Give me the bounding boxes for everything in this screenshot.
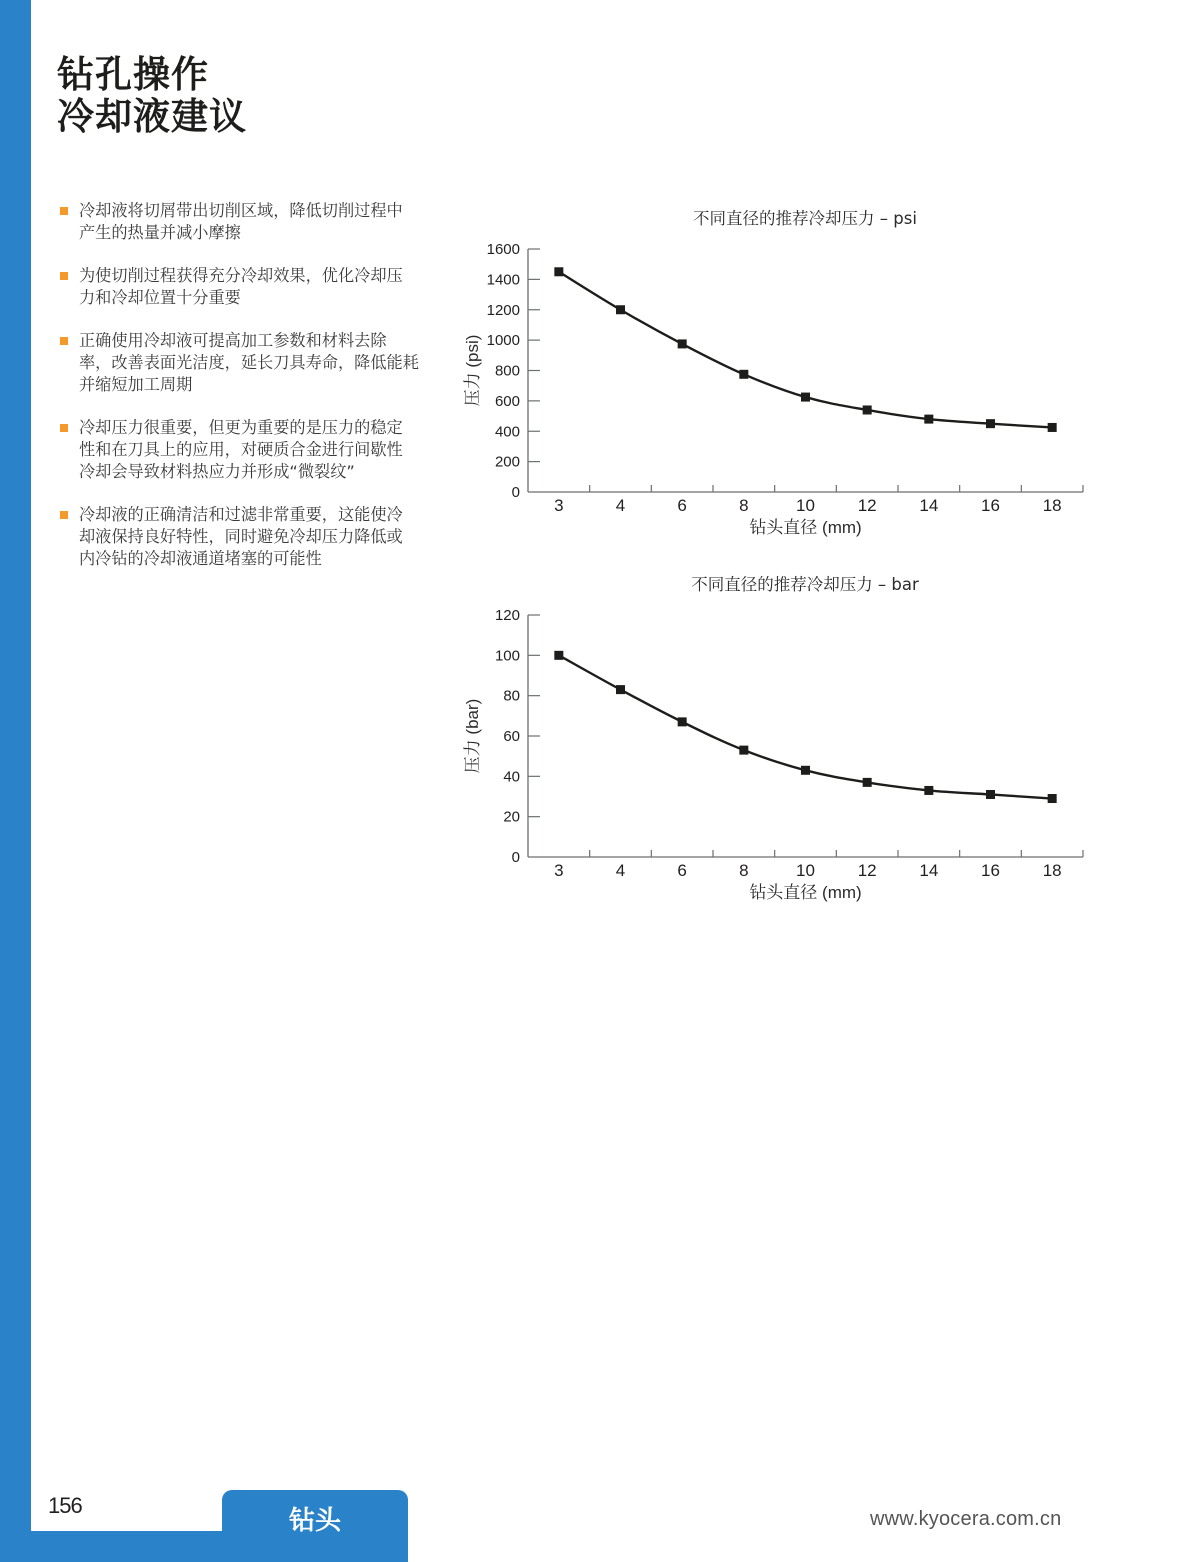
bullet-text-line: 冷却液的正确清洁和过滤非常重要，这能使冷 [79, 505, 403, 524]
bullet-text-line: 产生的热量并减小摩擦 [79, 223, 241, 242]
y-tick-label: 600 [494, 392, 520, 410]
x-tick-label: 3 [554, 496, 564, 515]
section-label: 钻头 [288, 1506, 341, 1536]
y-tick-label: 1400 [486, 271, 520, 289]
series-line [559, 655, 1052, 798]
page-title-line-2: 冷却液建议 [57, 95, 247, 138]
data-point-marker [801, 393, 810, 402]
y-tick-label: 1200 [486, 301, 520, 319]
chart-psi-plot [450, 230, 1130, 550]
data-point-marker [739, 746, 748, 755]
x-tick-label: 18 [1042, 496, 1062, 515]
data-point-marker [678, 717, 687, 726]
website-link[interactable]: www.kyocera.com.cn [870, 1508, 1062, 1530]
y-tick-label: 80 [503, 687, 520, 705]
bullet-text-line: 正确使用冷却液可提高加工参数和材料去除 [79, 331, 387, 350]
bullet-item [58, 504, 438, 570]
chart-psi-title: 不同直径的推荐冷却压力 – psi [693, 209, 917, 228]
x-tick-label: 14 [919, 496, 939, 515]
x-tick-label: 6 [677, 861, 687, 880]
x-tick-label: 14 [919, 861, 939, 880]
y-tick-label: 40 [503, 768, 520, 786]
x-tick-label: 10 [796, 861, 815, 880]
x-tick-label: 12 [857, 861, 877, 880]
data-point-marker [986, 419, 995, 428]
data-point-marker [1048, 794, 1057, 803]
y-tick-label: 1600 [486, 241, 520, 258]
bullet-square-icon [60, 511, 68, 519]
y-tick-label: 100 [494, 647, 520, 665]
chart-bar-title: 不同直径的推荐冷却压力 – bar [691, 575, 919, 594]
x-tick-label: 16 [981, 496, 1000, 515]
y-tick-label: 0 [511, 849, 520, 866]
y-tick-label: 20 [503, 808, 520, 826]
data-point-marker [924, 415, 933, 424]
bullet-text-line: 冷却会导致材料热应力并形成“微裂纹” [79, 462, 355, 481]
y-tick-label: 800 [494, 362, 520, 380]
left-accent-band [0, 0, 31, 1562]
data-point-marker [863, 778, 872, 787]
x-axis-label: 钻头直径 (mm) [749, 518, 862, 537]
x-tick-label: 8 [739, 861, 749, 880]
bullet-text-line: 为使切削过程获得充分冷却效果，优化冷却压 [79, 266, 403, 285]
y-tick-label: 1000 [486, 332, 520, 350]
x-tick-label: 10 [796, 496, 815, 515]
page-title-line-1: 钻孔操作 [57, 53, 209, 96]
x-tick-label: 12 [857, 496, 877, 515]
bullet-text-line: 却液保持良好特性，同时避免冷却压力降低或 [79, 527, 403, 546]
bullet-item [58, 200, 438, 244]
bullet-text-line: 力和冷却位置十分重要 [79, 288, 241, 307]
page-number: 156 [48, 1493, 82, 1518]
data-point-marker [1048, 423, 1057, 432]
x-tick-label: 4 [615, 496, 626, 515]
x-tick-label: 3 [554, 861, 564, 880]
bullet-square-icon [60, 207, 68, 215]
x-tick-label: 16 [981, 861, 1000, 880]
y-tick-label: 200 [494, 453, 520, 471]
bullet-square-icon [60, 272, 68, 280]
series-line [559, 272, 1052, 428]
data-point-marker [739, 370, 748, 379]
chart-bar-plot [450, 596, 1130, 916]
y-tick-label: 120 [494, 607, 520, 624]
y-axis-label: 压力 (psi) [463, 334, 482, 407]
x-tick-label: 18 [1042, 861, 1062, 880]
bullet-text-line: 率，改善表面光洁度，延长刀具寿命，降低能耗 [79, 353, 419, 372]
y-tick-label: 0 [511, 484, 520, 501]
bullet-item [58, 330, 438, 396]
y-tick-label: 400 [494, 423, 520, 441]
bullet-text-line: 冷却压力很重要，但更为重要的是压力的稳定 [79, 418, 403, 437]
data-point-marker [924, 786, 933, 795]
bullet-text-line: 性和在刀具上的应用，对硬质合金进行间歇性 [79, 440, 403, 459]
data-point-marker [554, 651, 563, 660]
data-point-marker [863, 405, 872, 414]
x-tick-label: 8 [739, 496, 749, 515]
bullet-item [58, 265, 438, 309]
data-point-marker [986, 790, 995, 799]
x-axis-label: 钻头直径 (mm) [749, 883, 862, 902]
data-point-marker [554, 267, 563, 276]
page-title [57, 54, 247, 138]
bullet-text-line: 冷却液将切屑带出切削区域，降低切削过程中 [79, 201, 403, 220]
bullet-text-line: 内冷钻的冷却液通道堵塞的可能性 [79, 549, 322, 568]
bullet-square-icon [60, 337, 68, 345]
y-axis-label: 压力 (bar) [463, 698, 482, 774]
data-point-marker [616, 685, 625, 694]
data-point-marker [801, 766, 810, 775]
x-tick-label: 6 [677, 496, 687, 515]
bullet-list [58, 200, 438, 591]
data-point-marker [616, 305, 625, 314]
bullet-text-line: 并缩短加工周期 [79, 375, 193, 394]
bullet-square-icon [60, 424, 68, 432]
data-point-marker [678, 339, 687, 348]
bullet-item [58, 417, 438, 483]
x-tick-label: 4 [615, 861, 626, 880]
y-tick-label: 60 [503, 728, 520, 745]
